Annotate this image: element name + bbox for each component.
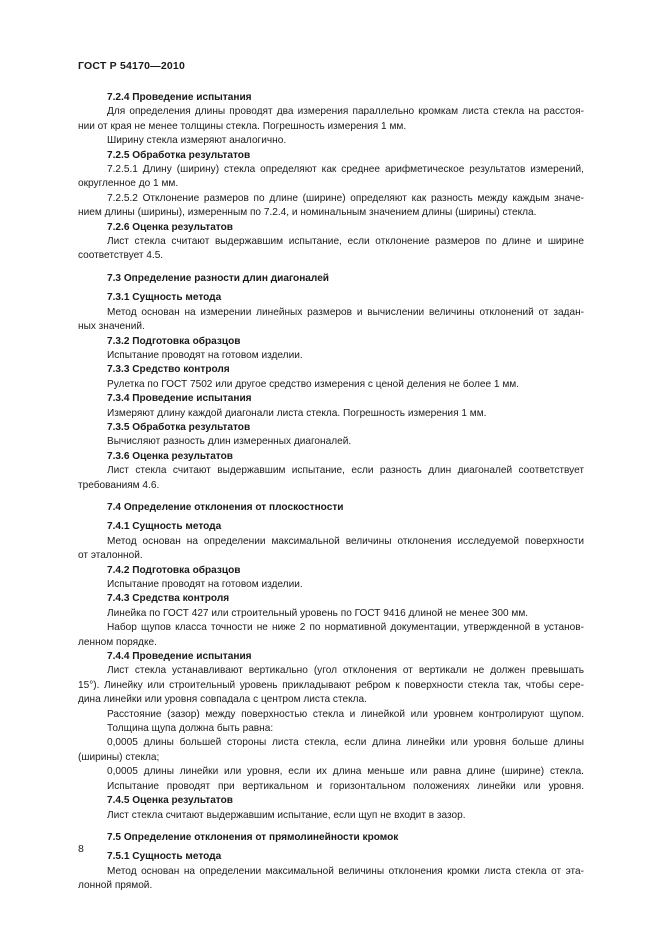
paragraph-line: от эталонной.: [78, 550, 143, 562]
paragraph-line: Лист стекла устанавливают вертикально (угол отклонения от вертикали не должен превышать: [107, 665, 584, 677]
heading-7-3-2: 7.3.2 Подготовка образцов: [107, 335, 241, 347]
paragraph-line: Метод основан на определении максимальной величины отклонения исследуемой поверхности: [107, 535, 584, 547]
page-number: 8: [78, 843, 84, 855]
paragraph-line: 0,0005 длины линейки или уровня, если их длина меньше или равна длине (ширине) стекла.: [107, 766, 584, 778]
paragraph-line: Метод основан на определении максимальной величины отклонения кромки листа стекла от эта-: [107, 865, 584, 877]
paragraph-line: ных значений.: [78, 321, 145, 333]
heading-7-4-1: 7.4.1 Сущность метода: [107, 521, 222, 533]
paragraph-line: Расстояние (зазор) между поверхностью стекла и линейкой или уровнем контролируют щупом.: [107, 708, 584, 720]
heading-7-3-1: 7.3.1 Сущность метода: [107, 292, 222, 304]
paragraph-line: Для определения длины проводят два измерения параллельно кромкам листа стекла на расстоя-: [107, 106, 584, 118]
paragraph-line: Испытание проводят на готовом изделии.: [107, 579, 303, 590]
paragraph-line: 15°). Линейку или строительный уровень прикладывают ребром к поверхности стекла так, чтобы сере-: [78, 679, 584, 691]
paragraph-line: Измеряют длину каждой диагонали листа стекла. Погрешность измерения 1 мм.: [107, 407, 487, 419]
section-title-7-3: 7.3 Определение разности длин диагоналей: [107, 272, 330, 284]
paragraph-line: нием длины (ширины), измеренным по 7.2.4, и номинальным значением длины (ширины) стекла.: [78, 207, 537, 219]
paragraph-line: Рулетка по ГОСТ 7502 или другое средство измерения с ценой деления не более 1 мм.: [107, 378, 520, 390]
heading-7-4-2: 7.4.2 Подготовка образцов: [107, 564, 241, 576]
heading-7-3-3: 7.3.3 Средство контроля: [107, 364, 230, 376]
heading-7-2-4: 7.2.4 Проведение испытания: [107, 92, 252, 103]
heading-7-3-5: 7.3.5 Обработка результатов: [107, 421, 251, 433]
paragraph-line: Лист стекла считают выдержавшим испытание, если щуп не входит в зазор.: [107, 809, 466, 821]
document-body: [78, 91, 584, 894]
paragraph-line: 7.2.5.1 Длину (ширину) стекла определяют как среднее арифметическое результатов измерений,: [107, 164, 584, 176]
section-title-7-4: 7.4 Определение отклонения от плоскостности: [107, 501, 344, 513]
paragraph-line: соответствует 4.5.: [78, 250, 164, 262]
heading-7-4-3: 7.4.3 Средства контроля: [107, 593, 230, 605]
paragraph-line: 0,0005 длины большей стороны листа стекла, если длина линейки или уровня больше длины: [107, 737, 584, 749]
heading-7-5-1: 7.5.1 Сущность метода: [107, 851, 222, 863]
heading-7-3-4: 7.3.4 Проведение испытания: [107, 393, 252, 405]
paragraph-line: 7.2.5.2 Отклонение размеров по длине (ширине) определяют как разность между каждым значе-: [107, 192, 584, 204]
paragraph-line: ленном порядке.: [78, 636, 157, 648]
heading-7-3-6: 7.3.6 Оценка результатов: [107, 450, 233, 462]
paragraph-line: Толщина щупа должна быть равна:: [107, 723, 274, 735]
heading-7-2-5: 7.2.5 Обработка результатов: [107, 149, 251, 161]
paragraph-line: Набор щупов класса точности не ниже 2 по нормативной документации, утвержденной в установ-: [107, 622, 584, 634]
paragraph-line: (ширины) стекла;: [78, 751, 160, 763]
paragraph-line: требованиям 4.6.: [78, 479, 160, 491]
paragraph-line: лонной прямой.: [78, 880, 153, 892]
heading-7-4-4: 7.4.4 Проведение испытания: [107, 651, 252, 663]
paragraph-line: Вычисляют разность длин измеренных диагоналей.: [107, 436, 352, 448]
paragraph-line: Лист стекла считают выдержавшим испытание, если отклонение размеров по длине и ширине: [107, 236, 584, 248]
document-header: ГОСТ Р 54170—2010: [78, 60, 186, 72]
paragraph-line: дина линейки или уровня совпадала с центром листа стекла.: [78, 694, 367, 706]
paragraph-line: округленное до 1 мм.: [78, 178, 179, 190]
paragraph-line: Метод основан на измерении линейных размеров и вычислении величины отклонений от задан-: [107, 306, 584, 318]
heading-7-2-6: 7.2.6 Оценка результатов: [107, 221, 233, 233]
paragraph-line: Линейка по ГОСТ 427 или строительный уровень по ГОСТ 9416 длиной не менее 300 мм.: [107, 607, 529, 619]
paragraph-line: Ширину стекла измеряют аналогично.: [107, 135, 287, 147]
heading-7-4-5: 7.4.5 Оценка результатов: [107, 795, 233, 807]
paragraph-line: нии от края не менее толщины стекла. Погрешность измерения 1 мм.: [78, 120, 407, 132]
paragraph-line: Испытание проводят при вертикальном и горизонтальном положениях линейки или уровня.: [107, 780, 584, 792]
paragraph-line: Испытание проводят на готовом изделии.: [107, 349, 303, 361]
paragraph-line: Лист стекла считают выдержавшим испытание, если разность длин диагоналей соответствует: [107, 465, 584, 477]
section-title-7-5: 7.5 Определение отклонения от прямолинейности кромок: [107, 831, 399, 843]
